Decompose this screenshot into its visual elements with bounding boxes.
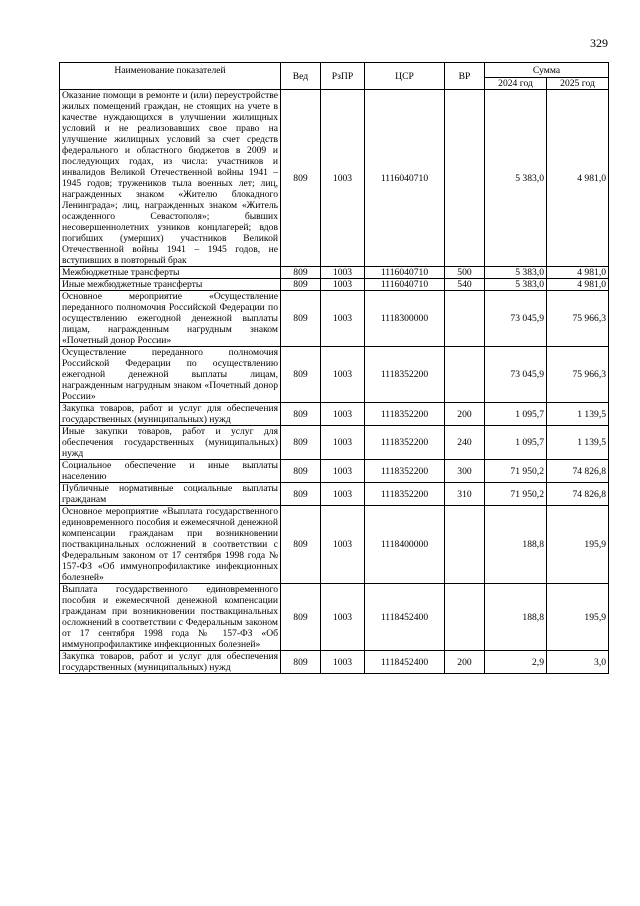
table-row: [60, 426, 609, 460]
cell-sum-2024: 5 383,0: [485, 90, 547, 267]
cell-sum-2025: 74 826,8: [547, 483, 609, 506]
cell-csr: 1118452400: [365, 584, 445, 651]
header-vr: ВР: [445, 63, 485, 90]
cell-csr: 1118452400: [365, 651, 445, 674]
cell-ved: 809: [281, 584, 321, 651]
cell-csr: 1116040710: [365, 279, 445, 291]
table-row: [60, 506, 609, 584]
cell-ved: 809: [281, 483, 321, 506]
table-row: [60, 483, 609, 506]
cell-ved: 809: [281, 403, 321, 426]
table-row: [60, 279, 609, 291]
cell-vr: [445, 291, 485, 347]
cell-name: Оказание помощи в ремонте и (или) переустройстве жилых помещений граждан, не стоящих на учете в качестве нуждающихся в улучшении жилищных условий и не реализовавших свое право на улучшение жилищных условий за счет средств федерального и областного бюджетов в 2009 и последующих годах, из числа: участников и инвалидов Великой Отечественной войны 1941 – 1945 годов; тружеников тыла военных лет; лиц, награжденных знаком «Жителю блокадного Ленинграда»; лиц, награжденных знаком «Житель осажденного Севастополя»; бывших несовершеннолетних узников концлагерей; вдов погибших (умерших) участников Великой Отечественной войны 1941 – 1945 годов, не вступивших в повторный брак: [60, 90, 281, 267]
cell-sum-2024: 73 045,9: [485, 347, 547, 403]
cell-sum-2024: 188,8: [485, 584, 547, 651]
cell-ved: 809: [281, 347, 321, 403]
cell-sum-2025: 75 966,3: [547, 291, 609, 347]
cell-rzpr: 1003: [321, 347, 365, 403]
table-row: [60, 460, 609, 483]
cell-name: Осуществление переданного полномочия Российской Федерации по осуществлению ежегодной денежной выплаты лицам, награжденным нагрудным знаком «Почетный донор России»: [60, 347, 281, 403]
cell-vr: [445, 347, 485, 403]
cell-ved: 809: [281, 90, 321, 267]
cell-sum-2025: 4 981,0: [547, 279, 609, 291]
header-csr: ЦСР: [365, 63, 445, 90]
cell-ved: 809: [281, 267, 321, 279]
cell-sum-2024: 71 950,2: [485, 483, 547, 506]
header-year-2024: 2024 год: [485, 78, 547, 90]
cell-name: Иные закупки товаров, работ и услуг для обеспечения государственных (муниципальных) нужд: [60, 426, 281, 460]
cell-sum-2025: 3,0: [547, 651, 609, 674]
cell-csr: 1118300000: [365, 291, 445, 347]
cell-vr: 200: [445, 651, 485, 674]
cell-sum-2024: 1 095,7: [485, 403, 547, 426]
cell-vr: 200: [445, 403, 485, 426]
cell-csr: 1116040710: [365, 90, 445, 267]
cell-sum-2024: 1 095,7: [485, 426, 547, 460]
header-name: Наименование показателей: [60, 63, 281, 90]
cell-name: Социальное обеспечение и иные выплаты населению: [60, 460, 281, 483]
cell-sum-2025: 75 966,3: [547, 347, 609, 403]
cell-rzpr: 1003: [321, 651, 365, 674]
header-year-2025: 2025 год: [547, 78, 609, 90]
table-row: [60, 403, 609, 426]
cell-sum-2025: 1 139,5: [547, 426, 609, 460]
cell-ved: 809: [281, 506, 321, 584]
cell-rzpr: 1003: [321, 279, 365, 291]
cell-rzpr: 1003: [321, 460, 365, 483]
cell-csr: 1118352200: [365, 483, 445, 506]
cell-csr: 1118352200: [365, 426, 445, 460]
table-row: [60, 291, 609, 347]
cell-sum-2025: 195,9: [547, 584, 609, 651]
cell-ved: 809: [281, 651, 321, 674]
header-rzpr: РзПР: [321, 63, 365, 90]
table-row: [60, 267, 609, 279]
cell-sum-2025: 74 826,8: [547, 460, 609, 483]
cell-csr: 1118352200: [365, 347, 445, 403]
cell-vr: 500: [445, 267, 485, 279]
cell-sum-2025: 1 139,5: [547, 403, 609, 426]
cell-name: Закупка товаров, работ и услуг для обеспечения государственных (муниципальных) нужд: [60, 403, 281, 426]
cell-name: Закупка товаров, работ и услуг для обеспечения государственных (муниципальных) нужд: [60, 651, 281, 674]
cell-sum-2024: 188,8: [485, 506, 547, 584]
table-row: [60, 347, 609, 403]
budget-table: [59, 62, 609, 674]
cell-sum-2024: 5 383,0: [485, 267, 547, 279]
cell-rzpr: 1003: [321, 584, 365, 651]
cell-vr: [445, 90, 485, 267]
cell-rzpr: 1003: [321, 403, 365, 426]
cell-vr: 300: [445, 460, 485, 483]
table-row: [60, 651, 609, 674]
cell-ved: 809: [281, 426, 321, 460]
cell-sum-2025: 4 981,0: [547, 267, 609, 279]
cell-csr: 1116040710: [365, 267, 445, 279]
cell-csr: 1118352200: [365, 460, 445, 483]
cell-rzpr: 1003: [321, 90, 365, 267]
cell-name: Основное мероприятие «Выплата государственного единовременного пособия и ежемесячной денежной компенсации гражданам при возникновении поствакцинальных осложнений в соответствии с Федеральным законом от 17 сентября 1998 года № 157-ФЗ «Об иммунопрофилактике инфекционных болезней»: [60, 506, 281, 584]
cell-name: Межбюджетные трансферты: [60, 267, 281, 279]
table-row: [60, 90, 609, 267]
cell-sum-2024: 73 045,9: [485, 291, 547, 347]
cell-sum-2024: 2,9: [485, 651, 547, 674]
header-sum: Сумма: [485, 63, 609, 78]
cell-csr: 1118352200: [365, 403, 445, 426]
cell-vr: 540: [445, 279, 485, 291]
cell-rzpr: 1003: [321, 426, 365, 460]
cell-ved: 809: [281, 291, 321, 347]
cell-sum-2024: 5 383,0: [485, 279, 547, 291]
cell-vr: 310: [445, 483, 485, 506]
cell-sum-2025: 195,9: [547, 506, 609, 584]
cell-ved: 809: [281, 460, 321, 483]
cell-sum-2025: 4 981,0: [547, 90, 609, 267]
cell-name: Публичные нормативные социальные выплаты гражданам: [60, 483, 281, 506]
cell-name: Иные межбюджетные трансферты: [60, 279, 281, 291]
cell-rzpr: 1003: [321, 291, 365, 347]
cell-rzpr: 1003: [321, 267, 365, 279]
cell-rzpr: 1003: [321, 506, 365, 584]
header-ved: Вед: [281, 63, 321, 90]
cell-csr: 1118400000: [365, 506, 445, 584]
cell-vr: [445, 506, 485, 584]
cell-vr: 240: [445, 426, 485, 460]
cell-rzpr: 1003: [321, 483, 365, 506]
cell-name: Выплата государственного единовременного пособия и ежемесячной денежной компенсации гражданам при возникновении поствакцинальных осложнений в соответствии с Федеральным законом от 17 сентября 1998 года № 157-ФЗ «Об иммунопрофилактике инфекционных болезней»: [60, 584, 281, 651]
table-row: [60, 584, 609, 651]
cell-name: Основное мероприятие «Осуществление переданного полномочия Российской Федерации по осуществлению ежегодной денежной выплаты лицам, награжденным нагрудным знаком «Почетный донор России»: [60, 291, 281, 347]
cell-ved: 809: [281, 279, 321, 291]
cell-vr: [445, 584, 485, 651]
cell-sum-2024: 71 950,2: [485, 460, 547, 483]
page-number: 329: [590, 36, 608, 50]
